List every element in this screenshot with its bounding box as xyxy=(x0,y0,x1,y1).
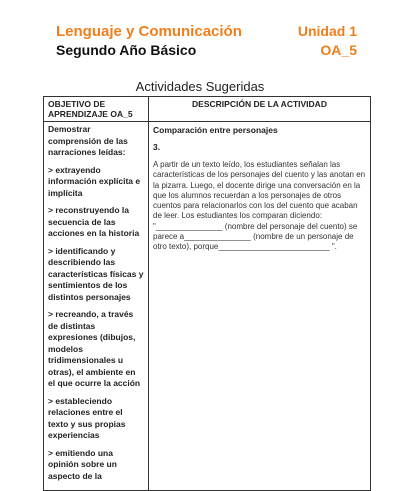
unit-label: Unidad 1 xyxy=(297,23,357,39)
objective-item: > extrayendo información explícita e implícita xyxy=(48,164,141,198)
oa-label: OA_5 xyxy=(320,42,357,58)
subject-title: Lenguaje y Comunicación xyxy=(56,23,242,40)
objective-item: > identificando y describiendo las características físicas y sentimientos de los distintos personajes xyxy=(48,245,144,302)
objective-column-header: OBJETIVO DE APRENDIZAJE OA_5 xyxy=(44,97,149,122)
table-header-row xyxy=(44,97,371,122)
table-row xyxy=(44,122,371,491)
activity-cell xyxy=(149,122,371,491)
document-header-right xyxy=(298,24,357,59)
objective-item: > reconstruyendo la secuencia de las acciones en la historia xyxy=(48,205,140,238)
objective-item: > estableciendo relaciones entre el texto y sus propias experiencias xyxy=(48,395,126,440)
section-title: Actividades Sugeridas xyxy=(135,79,265,94)
objective-cell xyxy=(44,122,149,491)
objective-item: > recreando, a través de distintas expresiones (dibujos, modelos tridimensionales u otras), el ambiente en el que ocurre la acción xyxy=(48,309,141,388)
activities-table xyxy=(43,96,371,491)
grade-title: Segundo Año Básico xyxy=(56,42,197,58)
activity-title: Comparación entre personajes xyxy=(153,125,278,135)
activity-description: A partir de un texto leído, los estudiantes señalan las características de los personajes del cuento y las anotan en la pizarra. Luego, el docente dirige una conversación en la que los alumnos recuerdan a los personajes de otros cuentos para relacionarlos con los del cuento que acaban de leer. Los estudiantes los comparan diciendo: "_______________ (nombre del personaje del cuento) se parece a_______________ (nombre de un personaje de otro texto), porque_________________________ ". xyxy=(153,160,366,252)
document-header-left xyxy=(56,24,242,59)
objective-item: Demostrar comprensión de las narraciones leídas: xyxy=(48,124,128,157)
objective-item: > emitiendo una opinión sobre un aspecto de la xyxy=(48,447,117,481)
description-column-header: DESCRIPCIÓN DE LA ACTIVIDAD xyxy=(149,97,371,122)
activity-number: 3. xyxy=(153,142,161,152)
